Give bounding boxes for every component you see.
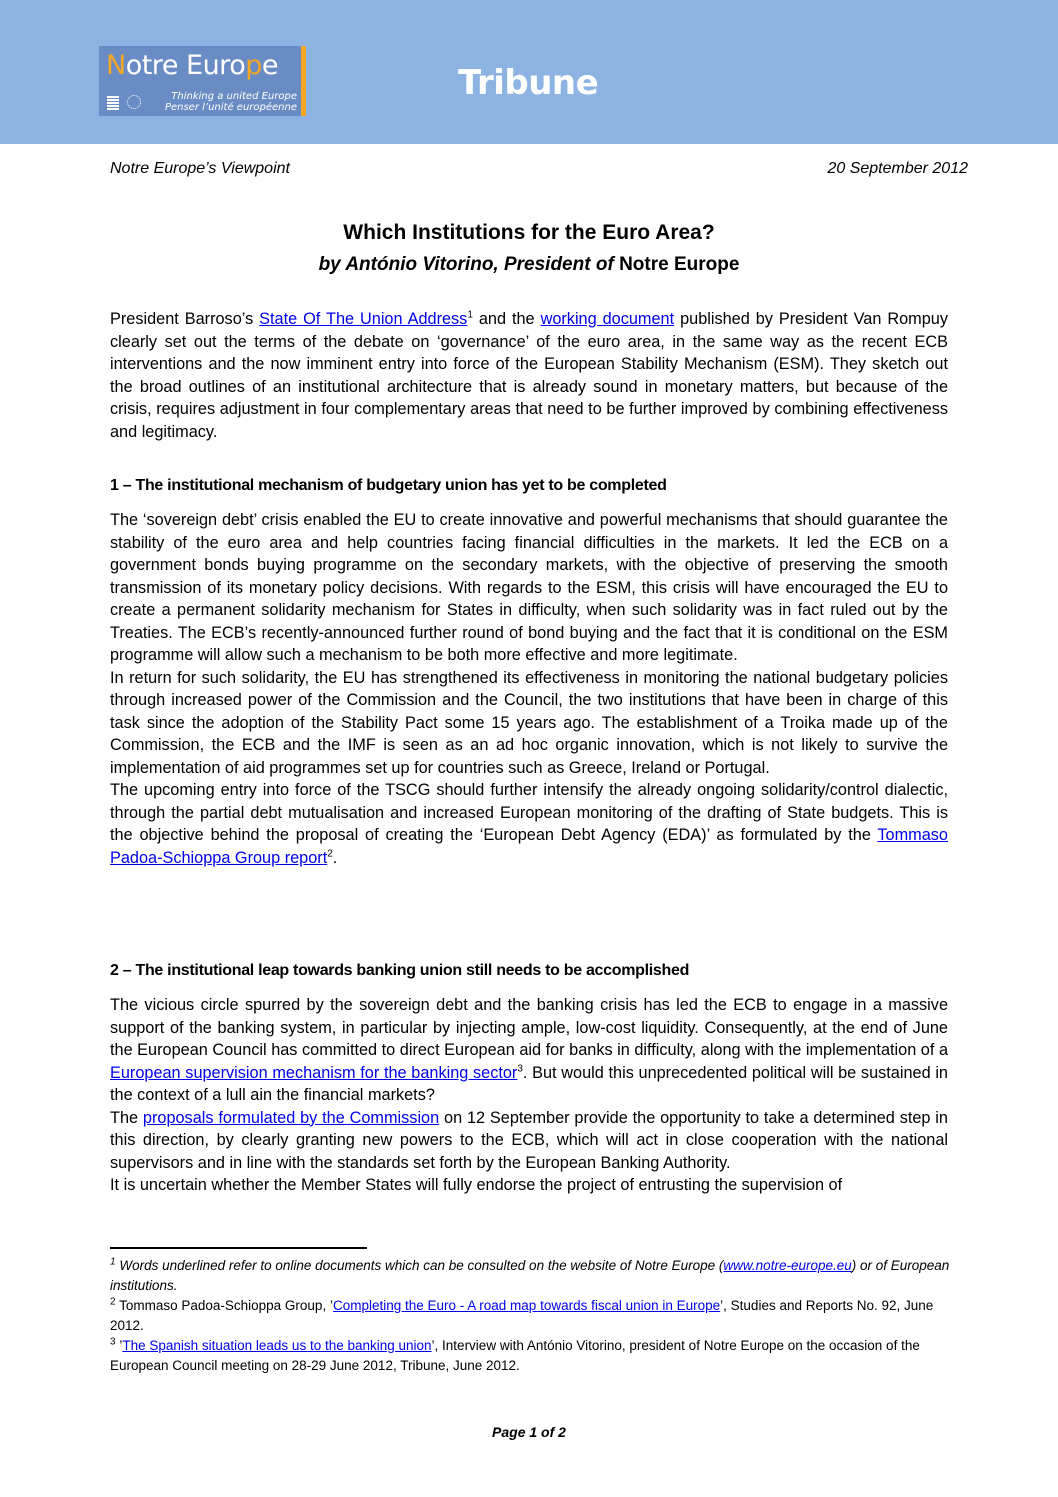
series-title: Tribune	[458, 63, 599, 103]
footnote-1-text: Words underlined refer to online documents which can be consulted on the website of Notre Europe (	[119, 1258, 724, 1273]
link-spanish-situation-interview[interactable]: The Spanish situation leads us to the banking union	[122, 1338, 432, 1353]
footnote-ref-2[interactable]: 2	[327, 848, 333, 860]
footnote-ref-1[interactable]: 1	[467, 309, 473, 321]
section-1-paragraph-3	[110, 779, 948, 869]
link-completing-the-euro[interactable]: Completing the Euro - A road map towards fiscal union in Europe	[332, 1298, 721, 1313]
eu-stars-icon	[127, 95, 141, 109]
footnote-1	[110, 1256, 960, 1296]
section-1-p3-end: .	[332, 848, 338, 867]
section-1-paragraph-1: The ‘sovereign debt’ crisis enabled the EU to create innovative and powerful mechanisms that should guarantee the stability of the euro area and help countries facing financial difficulties in the markets. It led the ECB on a government bonds buying programme on the secondary markets, with the objective of preserving the smooth transmission of its monetary policy decisions. With regards to the ESM, this crisis will have encouraged the EU to create a permanent solidarity mechanism for States in difficulty, when such solidarity was in fact ruled out by the Treaties. The ECB’s recently-announced further round of bond buying and the fact that it is conditional on the ESM programme will allow such a mechanism to be both more effective and more legitimate.	[110, 511, 948, 664]
footnote-2-number: 2	[110, 1296, 116, 1308]
logo-tagline-en: Thinking a united Europe	[171, 91, 297, 102]
footnote-1-number: 1	[110, 1256, 116, 1268]
footnote-3-number: 3	[110, 1336, 116, 1348]
logo-title	[106, 50, 278, 81]
footnote-3-end: ’, Interview with António Vitorino, president of Notre Europe on the occasion of the European Council meeting on 28-29 June 2012, Tribune, June 2012.	[110, 1338, 920, 1373]
section-2-paragraph-2	[110, 1107, 948, 1175]
footnote-ref-3[interactable]: 3	[517, 1063, 523, 1075]
link-state-of-the-union[interactable]: State Of The Union Address	[259, 310, 468, 328]
logo-tagline-fr: Penser l’unité européenne	[164, 102, 297, 113]
section-2-paragraph-3: It is uncertain whether the Member States will fully endorse the project of entrusting the supervision of	[110, 1176, 843, 1194]
footnote-2	[110, 1296, 960, 1336]
section-2-heading: 2 – The institutional leap towards banking union still needs to be accomplished	[110, 962, 690, 979]
logo-accent-bar	[301, 46, 306, 116]
footnotes	[110, 1256, 960, 1376]
intro-paragraph	[110, 308, 948, 443]
section-2-body	[110, 994, 948, 1197]
footnote-2-text: Tommaso Padoa-Schioppa Group, ’	[119, 1298, 333, 1313]
intro-text-1: President Barroso’s	[110, 310, 260, 328]
byline-org: Notre Europe	[619, 254, 740, 275]
document-byline	[0, 254, 1058, 276]
footnote-3-text: ’	[119, 1338, 123, 1353]
logo-title-mid: otre Euro	[125, 50, 246, 81]
eu-flag-icon	[107, 96, 119, 110]
link-notre-europe-website[interactable]: www.notre-europe.eu	[723, 1258, 852, 1273]
publication-date: 20 September 2012	[827, 160, 968, 177]
footnote-3	[110, 1336, 960, 1376]
section-1-heading: 1 – The institutional mechanism of budgetary union has yet to be completed	[110, 477, 667, 494]
section-2-paragraph-1	[110, 994, 948, 1107]
section-2-p1-end: . But would this unprecedented political will be sustained in the context of a lull ain the financial markets?	[110, 1063, 948, 1104]
logo-title-initial: N	[106, 50, 126, 81]
footnote-1-end: ) or of European institutions.	[110, 1258, 950, 1293]
footnote-separator	[110, 1247, 367, 1249]
link-padoa-schioppa-report[interactable]: Tommaso Padoa-Schioppa Group report	[110, 826, 948, 867]
page-number: Page 1 of 2	[492, 1424, 566, 1440]
section-2-p1-text: The vicious circle spurred by the sovereign debt and the banking crisis has led the ECB to engage in a massive support of the banking system, in particular by injecting ample, low-cost liquidity. Consequently, at the end of June the European Council has committed to direct European aid for banks in difficulty, along with the implementation of a	[110, 996, 948, 1059]
intro-text-2: and the	[472, 310, 541, 328]
byline-author: by António Vitorino, President of	[318, 254, 620, 275]
logo-title-end: e	[261, 50, 278, 81]
section-2-p2-text: on 12 September provide the opportunity to take a determined step in this direction, by clearly granting new powers to the ECB, which will act in close cooperation with the national supervisors and in line with the standards set forth by the European Banking Authority.	[110, 1108, 948, 1172]
notre-europe-logo[interactable]	[99, 46, 306, 116]
section-1-body	[110, 509, 948, 869]
intro-text-3: published by President Van Rompuy clearly set out the terms of the debate on ‘governance’ of the euro area, in the same way as the recent ECB interventions and the now imminent entry into force of the European Stability Mechanism (ESM). They sketch out the broad outlines of an institutional architecture that is already sound in monetary matters, but because of the crisis, requires adjustment in four complementary areas that need to be further improved by combining effectiveness and legitimacy.	[110, 310, 948, 441]
document-title: Which Institutions for the Euro Area?	[343, 221, 715, 244]
viewpoint-label: Notre Europe’s Viewpoint	[110, 160, 290, 177]
link-working-document[interactable]: working document	[540, 310, 675, 328]
link-commission-proposals[interactable]: proposals formulated by the Commission	[142, 1108, 440, 1127]
section-2-p2-start: The	[110, 1108, 143, 1127]
header-band	[0, 0, 1058, 144]
link-european-supervision-mechanism[interactable]: European supervision mechanism for the banking sector	[110, 1063, 518, 1082]
section-1-p3-text: The upcoming entry into force of the TSCG should further intensify the already ongoing solidarity/control dialectic, through the partial debt mutualisation and increased European monitoring of the drafting of State budgets. This is the objective behind the proposal of creating the ‘European Debt Agency (EDA)’ as formulated by the	[110, 781, 948, 844]
logo-title-accent: p	[245, 50, 262, 81]
footnote-2-end: ’, Studies and Reports No. 92, June 2012.	[110, 1298, 934, 1333]
section-1-paragraph-2: In return for such solidarity, the EU has strengthened its effectiveness in monitoring the national budgetary policies through increased power of the Commission and the Council, the two institutions that have been in charge of this task since the adoption of the Stability Pact some 15 years ago. The establishment of a Troika made up of the Commission, the ECB and the IMF is seen as an ad hoc organic innovation, which is not likely to survive the implementation of aid programmes set up for countries such as Greece, Ireland or Portugal.	[110, 668, 948, 777]
